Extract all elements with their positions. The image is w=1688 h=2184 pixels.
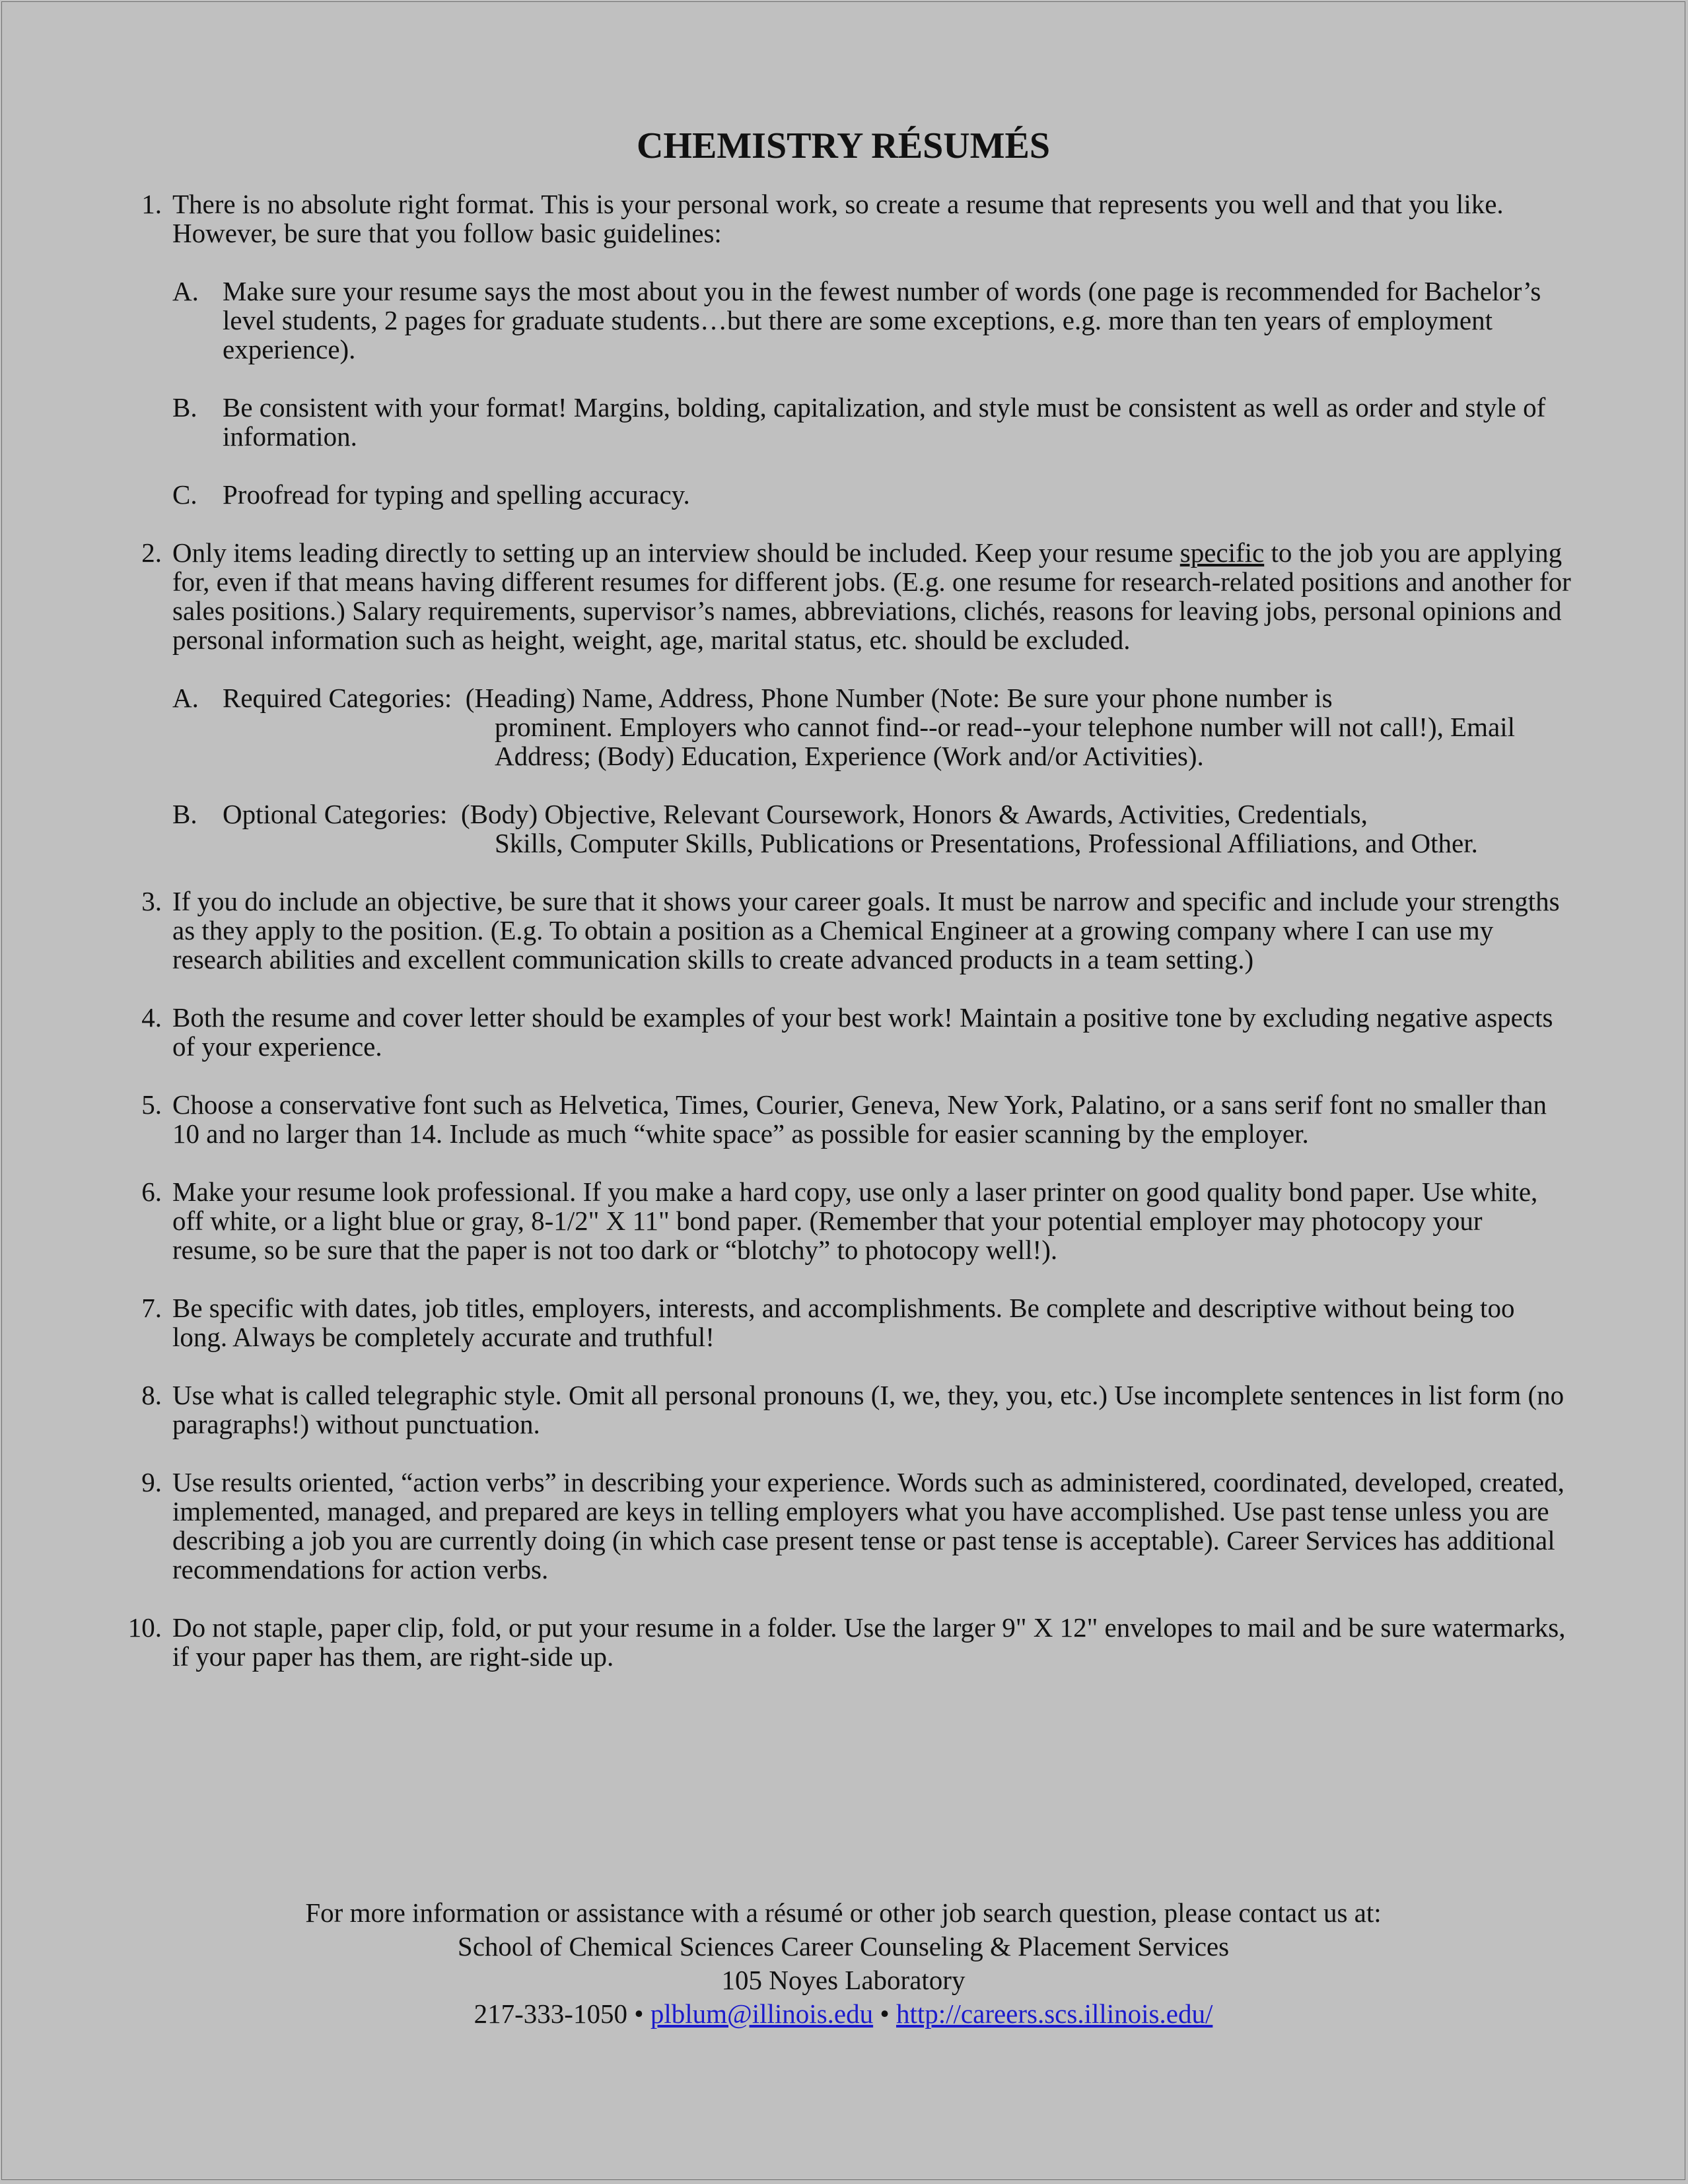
sub-item [172,393,1574,451]
item-text-part: to the job you are applying for, even if that means having different resumes for different jobs. (E.g. one resume for research-related positions and another for sales positions.) Salary requirements, supervisor’s names, abbreviations, clichés, reasons for leaving jobs, personal opinions and personal information such as height, weight, age, marital status, etc. should be excluded. [172,537,1571,655]
sub-list [172,277,1574,509]
item-text: Choose a conservative font such as Helvetica, Times, Courier, Geneva, New York, Palatino, or a sans serif font no smaller than 10 and no larger than 14. Include as much “white space” as possible for easier scanning by the employer. [172,1089,1547,1149]
list-item [121,1381,1574,1439]
item-number: 8. [141,1380,162,1410]
item-text: There is no absolute right format. This is your personal work, so create a resume that represents you well and that you like. However, be sure that you follow basic guidelines: [172,189,1504,248]
sub-item-letter: A. [172,276,199,306]
underlined-word: specific [1179,537,1265,568]
sub-item-letter: A. [172,683,199,713]
sub-list [172,683,1574,858]
list-item [121,1090,1574,1148]
category-label: Required Categories: [223,683,466,713]
category-continuation: Skills, Computer Skills, Publications or Presentations, Professional Affiliations, and Other. [495,828,1478,858]
category-first-line [223,800,1574,829]
item-text: If you do include an objective, be sure that it shows your career goals. It must be narrow and specific and include your strengths as they apply to the position. (E.g. To obtain a position as a Chemical Engineer at a growing company where I can use my research abilities and excellent communication skills to create advanced products in a team setting.) [172,886,1560,974]
contact-line [2,1997,1685,2031]
sub-item-text: Proofread for typing and spelling accuracy. [223,479,690,510]
website-link[interactable]: http://careers.scs.illinois.edu/ [896,1998,1213,2029]
sub-item-letter: C. [172,479,197,510]
sub-item-text: Be consistent with your format! Margins, bolding, capitalization, and style must be consistent as well as order and style of information. [223,392,1546,452]
item-number: 6. [141,1177,162,1207]
item-text [172,538,1574,654]
item-number: 10. [127,1612,162,1643]
phone-number: 217-333-1050 [474,1998,627,2029]
category-text: (Heading) Name, Address, Phone Number (Note: Be sure your phone number is [465,683,1333,713]
sub-item-text: Make sure your resume says the most about you in the fewest number of words (one page is recommended for Bachelor’s level students, 2 pages for graduate students…but there are some exceptions, e.g. more than ten years of employment experience). [223,276,1541,364]
item-text: Use results oriented, “action verbs” in describing your experience. Words such as administered, coordinated, developed, created, implemented, managed, and prepared are keys in telling employers what you have accomplished. Use past tense unless you are describing a job you are currently doing (in which case present tense or past tense is acceptable). Career Services has additional recommendations for action verbs. [172,1467,1565,1585]
item-number: 2. [141,537,162,568]
item-number: 7. [141,1293,162,1323]
item-text: Use what is called telegraphic style. Omit all personal pronouns (I, we, they, you, etc.) Use incomplete sentences in list form (no paragraphs!) without punctuation. [172,1380,1565,1439]
office-name: School of Chemical Sciences Career Counseling & Placement Services [457,1931,1230,1962]
list-item [121,189,1574,509]
item-number: 4. [141,1002,162,1033]
document-page [1,1,1685,2180]
list-item [121,1468,1574,1584]
bullet-separator: • [873,1998,896,2029]
category-label: Optional Categories: [223,799,461,829]
list-item [121,1613,1574,1671]
list-item [121,887,1574,974]
item-number: 1. [141,189,162,219]
sub-item [172,800,1574,858]
list-item [121,538,1574,858]
item-text: Both the resume and cover letter should be examples of your best work! Maintain a positive tone by excluding negative aspects of your experience. [172,1002,1553,1062]
contact-intro: For more information or assistance with a résumé or other job search question, please contact us at: [305,1897,1382,1928]
item-text: Be specific with dates, job titles, employers, interests, and accomplishments. Be complete and descriptive without being too long. Always be completely accurate and truthful! [172,1293,1515,1352]
category-continuation: prominent. Employers who cannot find--or read--your telephone number will not call!), Email Address; (Body) Education, Experience (Work and/or Activities). [495,712,1516,771]
item-number: 9. [141,1467,162,1497]
contact-footer [2,1896,1685,2031]
office-address: 105 Noyes Laboratory [721,1965,966,1995]
list-item [121,1177,1574,1264]
bullet-separator: • [627,1998,651,2029]
sub-item-letter: B. [172,799,197,829]
sub-item [172,277,1574,364]
sub-item-letter: B. [172,392,197,423]
sub-item [172,683,1574,770]
email-link[interactable]: plblum@illinois.edu [650,1998,874,2029]
guidelines-list [121,189,1574,1700]
item-text: Do not staple, paper clip, fold, or put your resume in a folder. Use the larger 9" X 12" envelopes to mail and be sure watermarks, if your paper has them, are right-side up. [172,1612,1566,1672]
item-text: Make your resume look professional. If you make a hard copy, use only a laser printer on good quality bond paper. Use white, off white, or a light blue or gray, 8-1/2" X 11" bond paper. (Remember that your potential employer may photocopy your resume, so be sure that the paper is not too dark or “blotchy” to photocopy well!). [172,1177,1538,1265]
item-number: 5. [141,1089,162,1120]
item-number: 3. [141,886,162,916]
category-text: (Body) Objective, Relevant Coursework, Honors & Awards, Activities, Credentials, [460,799,1368,829]
page-title: CHEMISTRY RÉSUMÉS [636,125,1051,166]
list-item [121,1003,1574,1061]
category-first-line [223,683,1574,712]
sub-item [172,480,1574,509]
list-item [121,1293,1574,1351]
item-text-part: Only items leading directly to setting up an interview should be included. Keep your resume [172,537,1180,568]
